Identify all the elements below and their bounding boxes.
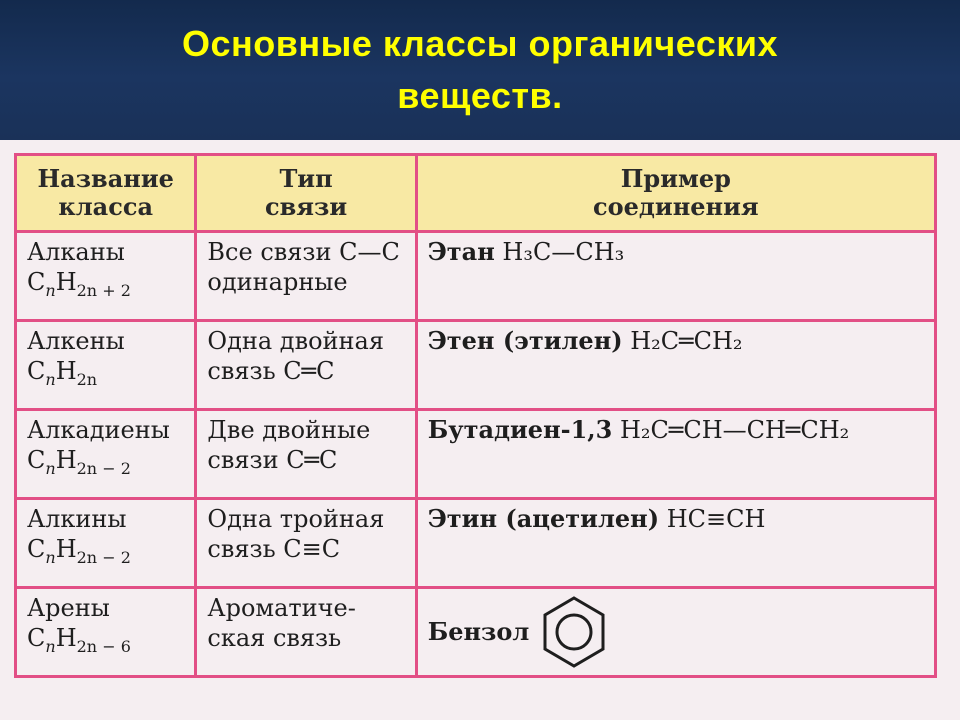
class-name-cell: Алкадиены $C_nH_{2n - 2}$ xyxy=(16,410,196,499)
bond-type-cell: Ароматиче- ская связь xyxy=(196,588,416,677)
general-formula: $C_nH_{2n + 2}$ xyxy=(27,268,131,300)
example-formula: H₂C═CH₂ xyxy=(630,327,743,355)
table-header-row xyxy=(16,155,936,232)
general-formula: $C_nH_{2n - 6}$ xyxy=(27,624,131,656)
class-name-cell: Алкины $C_nH_{2n - 2}$ xyxy=(16,499,196,588)
class-name-cell: Алканы $C_nH_{2n + 2}$ xyxy=(16,232,196,321)
example-cell: Этин (ацетилен) HC≡CH xyxy=(416,499,935,588)
example-formula: H₃C—CH₃ xyxy=(502,238,625,266)
example-cell: Этен (этилен) H₂C═CH₂ xyxy=(416,321,935,410)
example-cell: Этан H₃C—CH₃ xyxy=(416,232,935,321)
table-row xyxy=(16,499,936,588)
table-row xyxy=(16,588,936,677)
general-formula: $C_nH_{2n}$ xyxy=(27,357,98,389)
example-cell: Бутадиен-1,3 H₂C═CH—CH═CH₂ xyxy=(416,410,935,499)
example-formula: HC≡CH xyxy=(666,505,766,533)
slide-title xyxy=(0,18,960,122)
class-name-cell: Арены $C_nH_{2n - 6}$ xyxy=(16,588,196,677)
example-formula: H₂C═CH—CH═CH₂ xyxy=(619,416,850,444)
bond-type-cell: Одна тройная связь C≡C xyxy=(196,499,416,588)
organic-classes-table xyxy=(14,153,937,678)
table-row xyxy=(16,410,936,499)
table-row xyxy=(16,232,936,321)
header-example: Пример соединения xyxy=(416,155,935,232)
table-row xyxy=(16,321,936,410)
bond-type-cell: Все связи C—C одинарные xyxy=(196,232,416,321)
bond-type-cell: Две двойные связи C═C xyxy=(196,410,416,499)
header-class-name: Название класса xyxy=(16,155,196,232)
example-cell: Бензол xyxy=(416,588,935,677)
title-banner xyxy=(0,0,960,140)
bond-type-cell: Одна двойная связь C═C xyxy=(196,321,416,410)
class-name-cell: Алкены $C_nH_{2n}$ xyxy=(16,321,196,410)
general-formula: $C_nH_{2n - 2}$ xyxy=(27,446,131,478)
benzene-ring-icon xyxy=(539,594,609,670)
slide-title-line-2: веществ. xyxy=(397,75,563,116)
slide-title-line-1: Основные классы органических xyxy=(181,23,779,64)
general-formula: $C_nH_{2n - 2}$ xyxy=(27,535,131,567)
header-bond-type: Тип связи xyxy=(196,155,416,232)
